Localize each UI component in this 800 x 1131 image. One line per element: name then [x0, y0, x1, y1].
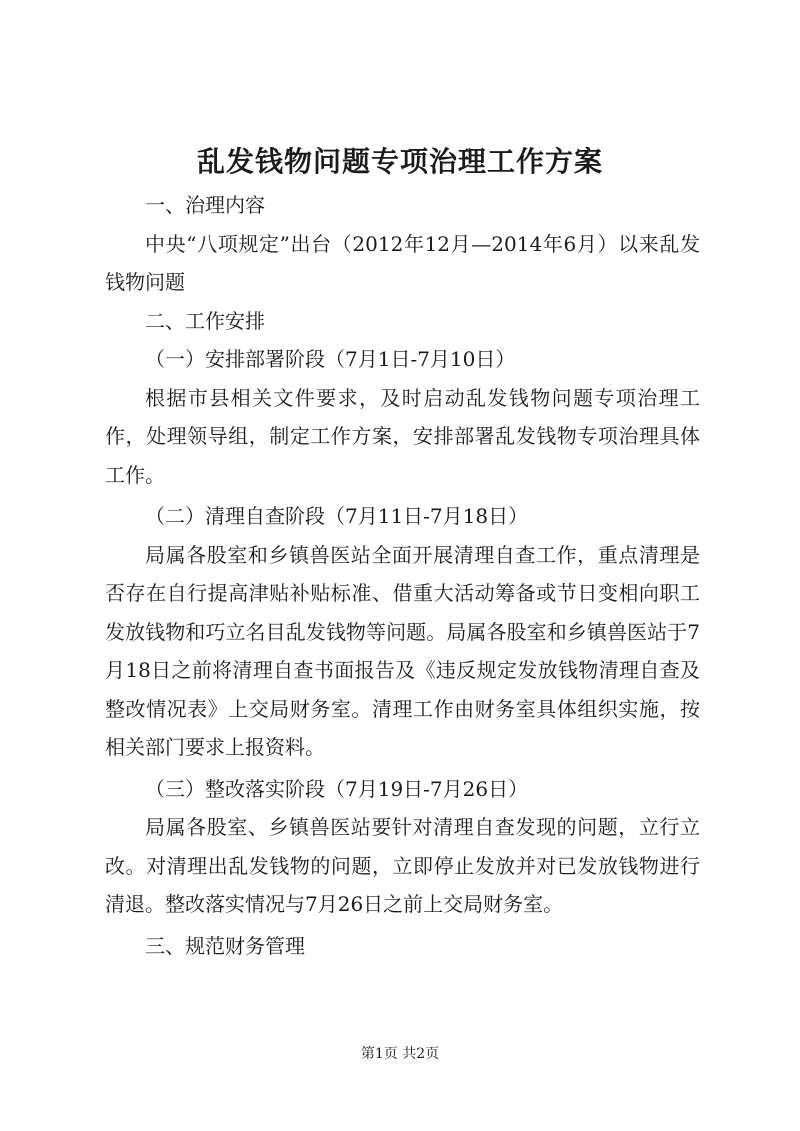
subsection-heading-2: （二）清理自查阶段（7月11日-7月18日）: [145, 504, 529, 528]
paragraph-scope: 中央“八项规定”出台（2012年12月—2014年6月）以来乱发钱物问题: [105, 231, 700, 294]
subsection-heading-3: （三）整改落实阶段（7月19日-7月26日）: [145, 776, 529, 801]
document-body: [105, 186, 700, 965]
document-title: 乱发钱物问题专项治理工作方案: [196, 145, 603, 178]
section-heading-3: 三、规范财务管理: [145, 933, 305, 958]
paragraph-deployment: 根据市县相关文件要求，及时启动乱发钱物问题专项治理工作，处理领导组，制定工作方案，安排部署乱发钱物专项治理具体工作。: [105, 385, 700, 487]
page-footer: 第1页 共2页: [360, 1046, 440, 1062]
paragraph-rectification: 局属各股室、乡镇兽医站要针对清理自查发现的问题，立行立改。对清理出乱发钱物的问题，立即停止发放并对已发放钱物进行清退。整改落实情况与7月26日之前上交局财务室。: [105, 815, 700, 916]
section-heading-2: 二、工作安排: [145, 308, 265, 333]
section-heading-1: 一、治理内容: [145, 193, 265, 217]
paragraph-self-check: 局属各股室和乡镇兽医站全面开展清理自查工作，重点清理是否存在自行提高津贴补贴标准、借重大活动筹备或节日变相向职工发放钱物和巧立名目乱发钱物等问题。局属各股室和乡镇兽医站于7月18日之前将清理自查书面报告及《违反规定发放钱物清理自查及整改情况表》上交局财务室。清理工作由财务室具体组织实施，按相关部门要求上报资料。: [105, 542, 700, 759]
subsection-heading-1: （一）安排部署阶段（7月1日-7月10日）: [145, 347, 516, 371]
